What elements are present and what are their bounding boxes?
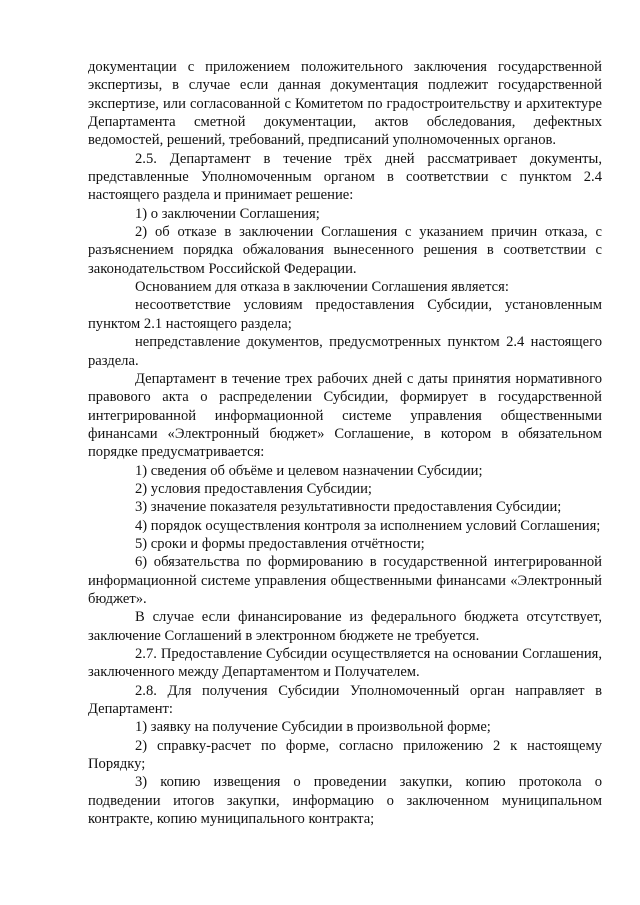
list-item-documents-2: 2) справку-расчет по форме, согласно приложению 2 к настоящему Порядку; (88, 737, 602, 773)
paragraph-2-8: 2.8. Для получения Субсидии Уполномоченный орган направляет в Департамент: (88, 682, 602, 718)
list-item-agreement-5: 5) сроки и формы предоставления отчётности; (135, 535, 425, 552)
list-item-decision-1: 1) о заключении Соглашения; (135, 205, 320, 222)
list-item-agreement-6: 6) обязательства по формированию в государственной интегрированной информационной системе управления общественными финансами «Электронный бюджет». (88, 554, 602, 607)
list-item-agreement-1: 1) сведения об объёме и целевом назначении Субсидии; (135, 462, 483, 479)
list-item-documents-1: 1) заявку на получение Субсидии в произвольной форме; (135, 719, 491, 736)
paragraph-2-7: 2.7. Предоставление Субсидии осуществляется на основании Соглашения, заключенного между Департаментом и Получателем. (88, 646, 602, 681)
paragraph-federal-funding: В случае если финансирование из федерального бюджета отсутствует, заключение Соглашений в электронном бюджете не требуется. (88, 609, 602, 644)
list-item-agreement-2: 2) условия предоставления Субсидии; (135, 480, 372, 497)
paragraph-continuation: документации с приложением положительного заключения государственной экспертизы, в случае если данная документация подлежит государственной экспертизе, или согласованной с Комитетом по градостроительству и архитектуре Департамента сметной документации, актов обследования, дефектных ведомостей, решений, требований, предписаний уполномоченных органов. (88, 59, 602, 149)
list-item-agreement-4: 4) порядок осуществления контроля за исполнением условий Соглашения; (135, 517, 601, 534)
list-item-refusal-2: непредставление документов, предусмотренных пунктом 2.4 настоящего раздела. (88, 334, 602, 369)
paragraph-agreement-formation: Департамент в течение трех рабочих дней с даты принятия нормативного правового акта о распределении Субсидии, формирует в государственной интегрированной информационной системе управления общественными финансами «Электронный бюджет» Соглашение, в котором в обязательном порядке предусматривается: (88, 370, 602, 461)
paragraph-refusal-grounds: Основанием для отказа в заключении Соглашения является: (135, 279, 509, 296)
paragraph-2-5: 2.5. Департамент в течение трёх дней рассматривает документы, представленные Уполномоченным органом в соответствии с пунктом 2.4 настоящего раздела и принимает решение: (88, 150, 602, 204)
list-item-refusal-1: несоответствие условиям предоставления Субсидии, установленным пунктом 2.1 настоящего раздела; (88, 297, 602, 332)
document-page (88, 58, 602, 828)
list-item-documents-3: 3) копию извещения о проведении закупки, копию протокола о подведении итогов закупки, информацию о заключенном муниципальном контракте, копию муниципального контракта; (88, 774, 602, 828)
list-item-agreement-3: 3) значение показателя результативности предоставления Субсидии; (135, 499, 562, 516)
list-item-decision-2: 2) об отказе в заключении Соглашения с указанием причин отказа, с разъяснением порядка обжалования вынесенного решения в соответствии с законодательством Российской Федерации. (88, 224, 602, 277)
